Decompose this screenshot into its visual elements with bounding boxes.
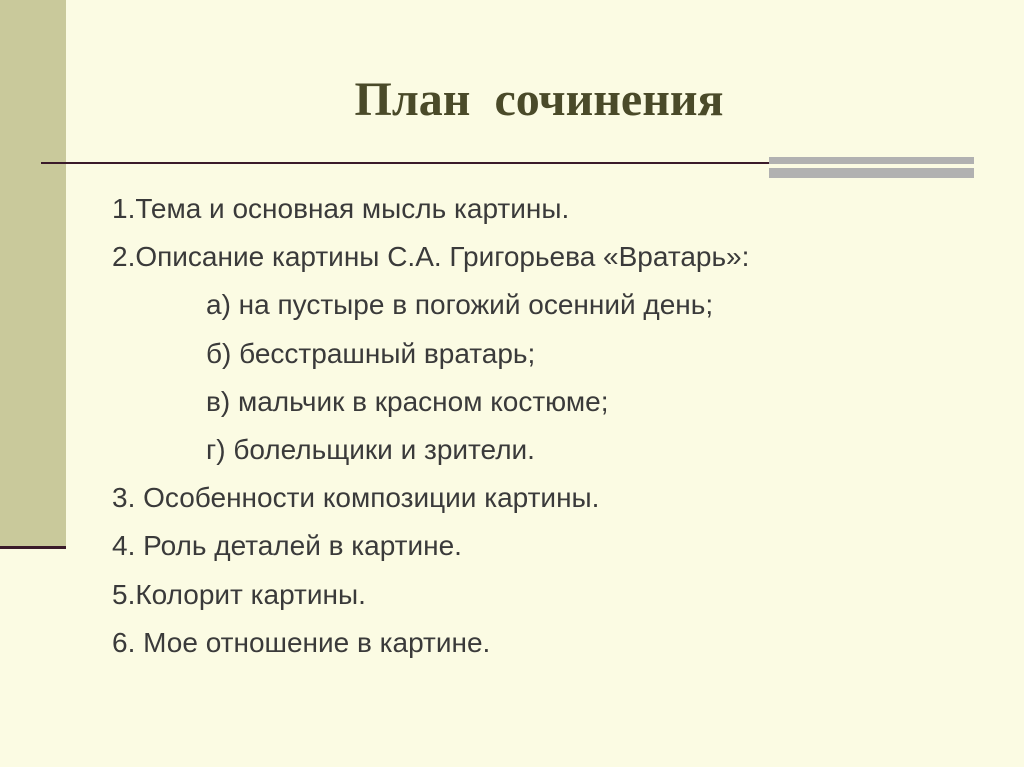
plan-item-2: 2.Описание картины С.А. Григорьева «Вратарь»: <box>112 241 750 273</box>
plan-item-6: 6. Мое отношение в картине. <box>112 626 491 658</box>
plan-subitem-g: г) болельщики и зрители. <box>206 433 535 465</box>
slide-title: План сочинения <box>354 73 724 126</box>
plan-item-5: 5.Колорит картины. <box>112 578 366 610</box>
title-accent-bar-upper <box>769 157 974 164</box>
plan-subitem-b: б) бесстрашный вратарь; <box>206 337 536 369</box>
plan-subitem-a: а) на пустыре в погожий осенний день; <box>206 289 714 321</box>
plan-subitem-v: в) мальчик в красном костюме; <box>206 385 609 417</box>
title-accent-bar-lower <box>769 168 974 178</box>
plan-item-1: 1.Тема и основная мысль картины. <box>112 193 570 224</box>
plan-item-3: 3. Особенности композиции картины. <box>112 482 600 514</box>
plan-item-4: 4. Роль деталей в картине. <box>112 530 462 562</box>
left-band-underline <box>0 546 66 549</box>
plan-list <box>112 185 749 667</box>
